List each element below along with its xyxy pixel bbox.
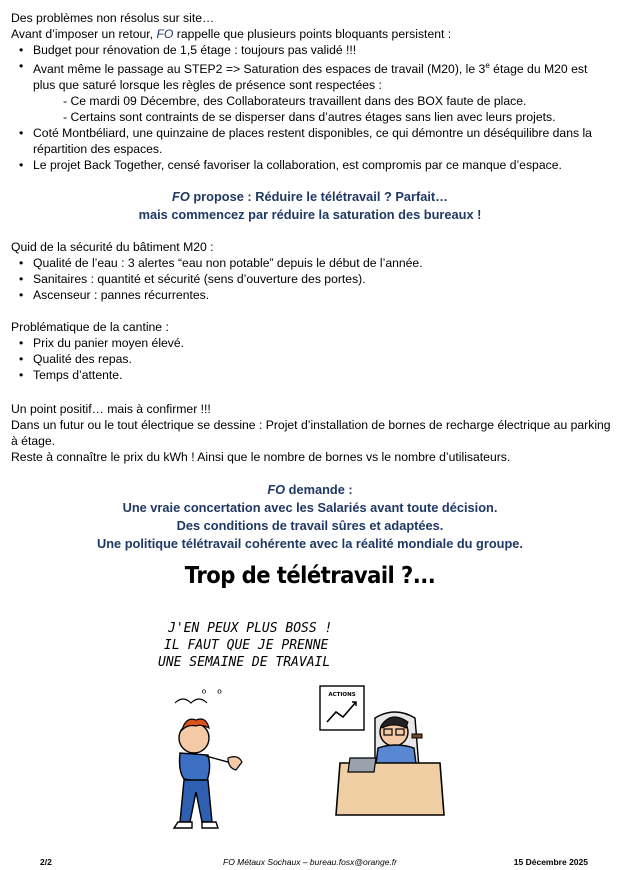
list-item: • Le projet Back Together, censé favoriser la collaboration, est compromis par ce manque d’espace. <box>33 157 611 173</box>
problems-intro: Des problèmes non résolus sur site… <box>11 11 215 25</box>
speech-line: J'EN PEUX PLUS BOSS ! <box>168 621 333 636</box>
fo-mention: FO <box>172 189 190 204</box>
list-item: • Qualité de l’eau : 3 alertes “eau non potable” depuis le début de l’année. <box>33 255 611 271</box>
sub-item: - Certains sont contraints de se disperser dans d’autres étages sans lien avec leurs projets. <box>63 110 556 125</box>
footer-page: 2/2 <box>40 857 52 867</box>
callout-text: propose : Réduire le télétravail ? Parfait… <box>189 189 448 204</box>
callout-line: Une politique télétravail cohérente avec la réalité mondiale du groupe. <box>97 536 523 551</box>
canteen-section <box>11 319 611 383</box>
svg-text:ᵒ ᵒ: ᵒ ᵒ <box>200 687 224 702</box>
section-title: Quid de la sécurité du bâtiment M20 : <box>11 240 214 254</box>
chart-label: ACTIONS <box>328 692 356 698</box>
callout-text: demande : <box>285 482 353 497</box>
list-item: • Coté Montbéliard, une quinzaine de places restent disponibles, ce qui démontre un déséquilibre dans la répartition des espaces. <box>33 125 611 157</box>
section-title: Un point positif… mais à confirmer !!! <box>11 402 211 416</box>
list-item: • Budget pour rénovation de 1,5 étage : toujours pas validé !!! <box>33 42 611 58</box>
list-item <box>33 58 611 125</box>
callout-line <box>0 188 620 206</box>
bullet-text-rest: étage du M20 est plus que saturé lorsque les règles de présence sont respectées : <box>33 62 588 93</box>
callout-propose <box>0 188 620 224</box>
speech-line: IL FAUT QUE JE PRENNE <box>164 638 329 653</box>
bullet-text: Avant même le passage au STEP2 => Saturation des espaces de travail (M20), le 3 <box>33 62 486 77</box>
cartoon-illustration <box>140 608 470 840</box>
list-item: • Prix du panier moyen élevé. <box>33 335 611 351</box>
list-item: • Ascenseur : pannes récurrentes. <box>33 287 611 303</box>
footer-center: FO Métaux Sochaux – bureau.fosx@orange.fr <box>223 857 397 867</box>
fo-mention: FO <box>267 482 286 497</box>
callout-line: Une vraie concertation avec les Salariés avant toute décision. <box>122 500 498 515</box>
security-list <box>11 255 611 303</box>
paragraph: Reste à connaître le prix du kWh ! Ainsi que le nombre de bornes vs le nombre d’utilisateurs. <box>11 450 511 464</box>
headline: Trop de télétravail ?... <box>184 563 436 589</box>
canteen-list <box>11 335 611 383</box>
list-item: • Qualité des repas. <box>33 351 611 367</box>
fo-mention: FO <box>156 27 174 41</box>
speech-line: UNE SEMAINE DE TRAVAIL <box>158 655 331 670</box>
security-section <box>11 239 611 303</box>
employee-figure <box>174 687 242 828</box>
sub-item: - Ce mardi 09 Décembre, des Collaborateurs travaillent dans des BOX faute de place. <box>63 94 527 109</box>
paragraph: Dans un futur ou le tout électrique se dessine : Projet d’installation de bornes de recharge électrique au parking à étage. <box>11 418 611 448</box>
list-item: • Sanitaires : quantité et sécurité (sens d’ouverture des portes). <box>33 271 611 287</box>
superscript: e <box>485 61 490 70</box>
callout-line: Des conditions de travail sûres et adaptées. <box>176 518 444 533</box>
problems-section <box>11 10 611 173</box>
problems-lead <box>11 26 611 42</box>
positive-section <box>11 401 611 465</box>
footer-date: 15 Décembre 2025 <box>513 857 588 867</box>
lead-text: Avant d’imposer un retour, <box>11 27 157 41</box>
callout-demande <box>0 481 620 553</box>
problems-list <box>11 42 611 173</box>
section-title: Problématique de la cantine : <box>11 320 169 334</box>
list-item: • Temps d’attente. <box>33 367 611 383</box>
callout-line: mais commencez par réduire la saturation des bureaux ! <box>138 207 482 222</box>
lead-text-rest: rappelle que plusieurs points bloquants persistent : <box>173 27 452 41</box>
sub-list <box>33 93 611 125</box>
callout-title <box>0 481 620 499</box>
